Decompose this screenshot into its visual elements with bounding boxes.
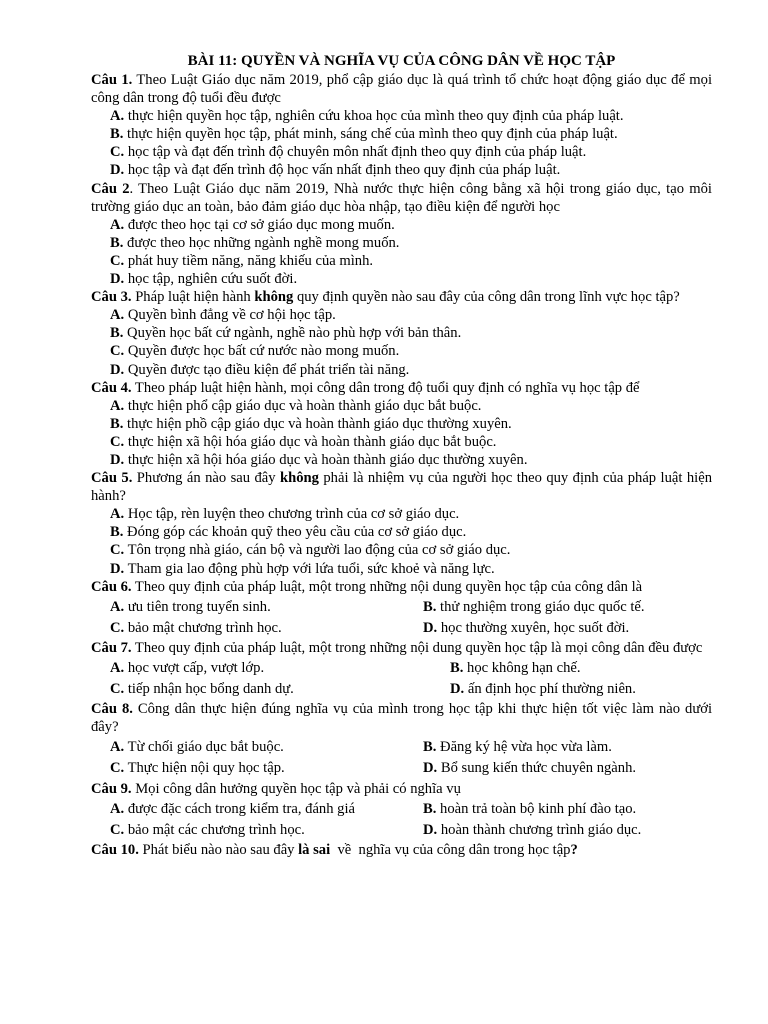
option-text: thực hiện xã hội hóa giáo dục và hoàn thành giáo dục thường xuyên. xyxy=(124,451,528,468)
option-a xyxy=(110,738,423,756)
option-text: Đóng góp các khoản quỹ theo yêu cầu của cơ sở giáo dục. xyxy=(123,524,467,541)
question-6 xyxy=(91,578,712,596)
question-text: Theo pháp luật hiện hành, mọi công dân trong độ tuổi quy định có nghĩa vụ học tập để xyxy=(131,379,640,396)
question-text-post: phải là nhiệm vụ của người học theo quy định của pháp luật hiện hành? xyxy=(91,470,712,505)
question-number: Câu 3. xyxy=(91,289,132,306)
option-letter: D. xyxy=(110,162,125,179)
option-c xyxy=(110,143,712,161)
option-text: học tập và đạt đến trình độ chuyên môn nhất định theo quy định của pháp luật. xyxy=(124,144,587,161)
option-a xyxy=(110,216,712,234)
option-text: ưu tiên trong tuyển sinh. xyxy=(124,598,271,615)
option-c xyxy=(110,821,423,839)
option-letter: B. xyxy=(110,325,124,342)
option-text: Quyền được tạo điều kiện để phát triển tài năng. xyxy=(124,361,410,378)
option-text: học tập, nghiên cứu suốt đời. xyxy=(124,271,298,288)
option-text: được theo học tại cơ sở giáo dục mong muốn. xyxy=(124,216,395,233)
option-letter: B. xyxy=(110,524,124,541)
option-a xyxy=(110,800,423,818)
option-b xyxy=(110,234,712,252)
option-text: thực hiện quyền học tập, nghiên cứu khoa học của mình theo quy định của pháp luật. xyxy=(124,108,624,125)
option-d xyxy=(423,619,712,637)
question-text: Pháp luật hiện hành xyxy=(131,289,255,306)
option-a xyxy=(110,598,423,616)
option-d xyxy=(110,161,712,179)
question-text: Theo quy định của pháp luật, một trong những nội dung quyền học tập của công dân là xyxy=(131,578,643,595)
option-letter: D. xyxy=(110,560,125,577)
option-b xyxy=(110,324,712,342)
question-number: Câu 5. xyxy=(91,470,133,487)
option-letter: A. xyxy=(110,800,125,817)
question-1 xyxy=(91,71,712,107)
option-letter: D. xyxy=(423,760,438,777)
option-letter: C. xyxy=(110,542,125,559)
option-letter: D. xyxy=(110,271,125,288)
question-text: . Theo Luật Giáo dục năm 2019, Nhà nước thực hiện công bằng xã hội trong giáo dục, tạo môi trường giáo dục an toàn, bảo đảm giáo dục hòa nhập, tạo điều kiện để người học xyxy=(91,180,712,215)
question-keyword: không xyxy=(279,470,319,487)
option-text: thực hiện phồ cập giáo dục và hoàn thành giáo dục thường xuyên. xyxy=(123,415,512,432)
options-grid xyxy=(110,800,712,839)
option-text: thử nghiệm trong giáo dục quốc tế. xyxy=(436,598,645,615)
option-letter: B. xyxy=(450,660,464,676)
option-letter: C. xyxy=(110,619,125,636)
option-c xyxy=(110,342,712,360)
option-letter: B. xyxy=(423,800,437,817)
question-text: Mọi công dân hưởng quyền học tập và phải có nghĩa vụ xyxy=(131,780,461,797)
option-letter: C. xyxy=(110,433,125,450)
question-3 xyxy=(91,288,712,306)
option-c xyxy=(110,759,423,777)
option-text: thực hiện phổ cập giáo dục và hoàn thành giáo dục bắt buộc. xyxy=(124,397,482,414)
option-text: tiếp nhận học bổng danh dự. xyxy=(124,681,294,698)
option-letter: D. xyxy=(423,619,438,636)
option-letter: A. xyxy=(110,660,125,676)
option-c xyxy=(110,541,712,559)
option-c xyxy=(110,619,423,637)
question-number: Câu 9. xyxy=(91,780,132,797)
options-grid xyxy=(110,598,712,637)
option-d xyxy=(423,759,712,777)
question-10 xyxy=(91,841,712,859)
option-text: Quyền học bất cứ ngành, nghề nào phù hợp với bản thân. xyxy=(123,325,462,342)
option-text: hoàn thành chương trình giáo dục. xyxy=(437,821,642,838)
option-text: Quyền được học bất cứ nước nào mong muốn. xyxy=(124,343,400,360)
option-d xyxy=(423,821,712,839)
option-text: học thường xuyên, học suốt đời. xyxy=(437,619,630,636)
question-number: Câu 10. xyxy=(91,841,139,858)
option-text: học tập và đạt đến trình độ học vấn nhất định theo quy định của pháp luật. xyxy=(124,162,561,179)
option-b xyxy=(110,125,712,143)
option-letter: C. xyxy=(110,144,125,161)
option-letter: C. xyxy=(110,821,125,838)
option-d xyxy=(110,451,712,469)
option-letter: B. xyxy=(423,739,437,756)
option-letter: A. xyxy=(110,307,125,324)
option-text: Từ chối giáo dục bắt buộc. xyxy=(124,739,284,756)
option-c xyxy=(110,680,450,698)
question-text: Theo quy định của pháp luật, một trong những nội dung quyền học tập là mọi công dân đều được xyxy=(131,639,703,656)
option-b xyxy=(423,800,712,818)
option-letter: B. xyxy=(423,598,437,615)
option-letter: C. xyxy=(110,760,125,777)
option-text: học vượt cấp, vượt lớp. xyxy=(124,660,265,676)
option-letter: A. xyxy=(110,739,125,756)
question-2 xyxy=(91,180,712,216)
question-9 xyxy=(91,780,712,798)
option-a xyxy=(110,397,712,415)
question-text: Phát biểu nào nào sau đây xyxy=(138,841,299,858)
option-letter: C. xyxy=(110,252,125,269)
question-number: Câu 8. xyxy=(91,701,133,718)
option-text: hoàn trả toàn bộ kinh phí đào tạo. xyxy=(436,800,637,817)
option-text: bảo mật các chương trình học. xyxy=(124,821,305,838)
option-letter: B. xyxy=(110,415,124,432)
option-a xyxy=(110,659,450,677)
question-number: Câu 1. xyxy=(91,72,133,88)
option-d xyxy=(110,361,712,379)
option-letter: D. xyxy=(450,681,465,698)
option-text: phát huy tiềm năng, năng khiếu của mình. xyxy=(124,252,374,269)
question-text-post: về nghĩa vụ của công dân trong học tập xyxy=(330,841,571,858)
question-text: Công dân thực hiện đúng nghĩa vụ của mình trong học tập khi thực hiện tốt việc làm nào dưới đây? xyxy=(91,701,713,736)
option-letter: D. xyxy=(110,451,125,468)
option-c xyxy=(110,252,712,270)
option-text: được theo học những ngành nghề mong muốn. xyxy=(123,234,400,251)
option-text: ấn định học phí thường niên. xyxy=(464,681,636,698)
option-d xyxy=(110,270,712,288)
option-text: bảo mật chương trình học. xyxy=(124,619,282,636)
option-letter: A. xyxy=(110,506,125,523)
option-text: được đặc cách trong kiểm tra, đánh giá xyxy=(124,800,355,817)
question-number: Câu 4. xyxy=(91,379,132,396)
question-keyword: là sai xyxy=(298,841,331,858)
option-c xyxy=(110,433,712,451)
option-text: Quyền bình đẳng về cơ hội học tập. xyxy=(124,307,336,324)
option-text: Bổ sung kiến thức chuyên ngành. xyxy=(437,760,637,777)
option-letter: D. xyxy=(110,361,125,378)
option-b xyxy=(423,738,712,756)
option-a xyxy=(110,505,712,523)
option-text: Học tập, rèn luyện theo chương trình của cơ sở giáo dục. xyxy=(124,506,460,523)
option-a xyxy=(110,306,712,324)
option-text: Tôn trọng nhà giáo, cán bộ và người lao động của cơ sở giáo dục. xyxy=(124,542,511,559)
option-a xyxy=(110,107,712,125)
option-text: thực hiện quyền học tập, phát minh, sáng chế của mình theo quy định của pháp luật. xyxy=(123,126,618,143)
question-4 xyxy=(91,379,712,397)
option-b xyxy=(110,415,712,433)
option-b xyxy=(110,523,712,541)
option-letter: B. xyxy=(110,126,124,143)
question-8 xyxy=(91,700,712,736)
option-letter: D. xyxy=(423,821,438,838)
option-text: Thực hiện nội quy học tập. xyxy=(124,760,285,777)
option-d xyxy=(450,680,712,698)
question-number: Câu 2 xyxy=(91,180,130,197)
option-letter: A. xyxy=(110,598,125,615)
options-grid xyxy=(110,738,712,777)
option-letter: C. xyxy=(110,681,125,698)
option-letter: B. xyxy=(110,234,124,251)
option-letter: C. xyxy=(110,343,125,360)
page-title: BÀI 11: QUYỀN VÀ NGHĨA VỤ CỦA CÔNG DÂN VỀ HỌC TẬP xyxy=(187,53,616,69)
options-grid xyxy=(110,659,712,698)
question-number: Câu 7. xyxy=(91,639,132,656)
question-mark: ? xyxy=(570,841,578,858)
question-5 xyxy=(91,469,712,505)
question-text-post: quy định quyền nào sau đây của công dân trong lĩnh vực học tập? xyxy=(293,289,680,306)
option-letter: A. xyxy=(110,397,125,414)
option-letter: A. xyxy=(110,108,125,125)
option-b xyxy=(450,659,712,677)
question-7 xyxy=(91,639,712,657)
option-d xyxy=(110,560,712,578)
option-text: Đăng ký hệ vừa học vừa làm. xyxy=(436,739,612,756)
option-text: học không hạn chế. xyxy=(463,660,581,676)
option-b xyxy=(423,598,712,616)
question-text: Phương án nào sau đây xyxy=(132,470,280,487)
option-letter: A. xyxy=(110,216,125,233)
question-text: Theo Luật Giáo dục năm 2019, phổ cập giáo dục là quá trình tổ chức hoạt động giáo dục để mọi công dân trong độ tuổi đều được xyxy=(91,72,712,107)
question-keyword: không xyxy=(254,289,294,306)
option-text: thực hiện xã hội hóa giáo dục và hoàn thành giáo dục bắt buộc. xyxy=(124,433,497,450)
question-number: Câu 6. xyxy=(91,578,132,595)
option-text: Tham gia lao động phù hợp với lứa tuổi, sức khoẻ và năng lực. xyxy=(124,560,495,577)
